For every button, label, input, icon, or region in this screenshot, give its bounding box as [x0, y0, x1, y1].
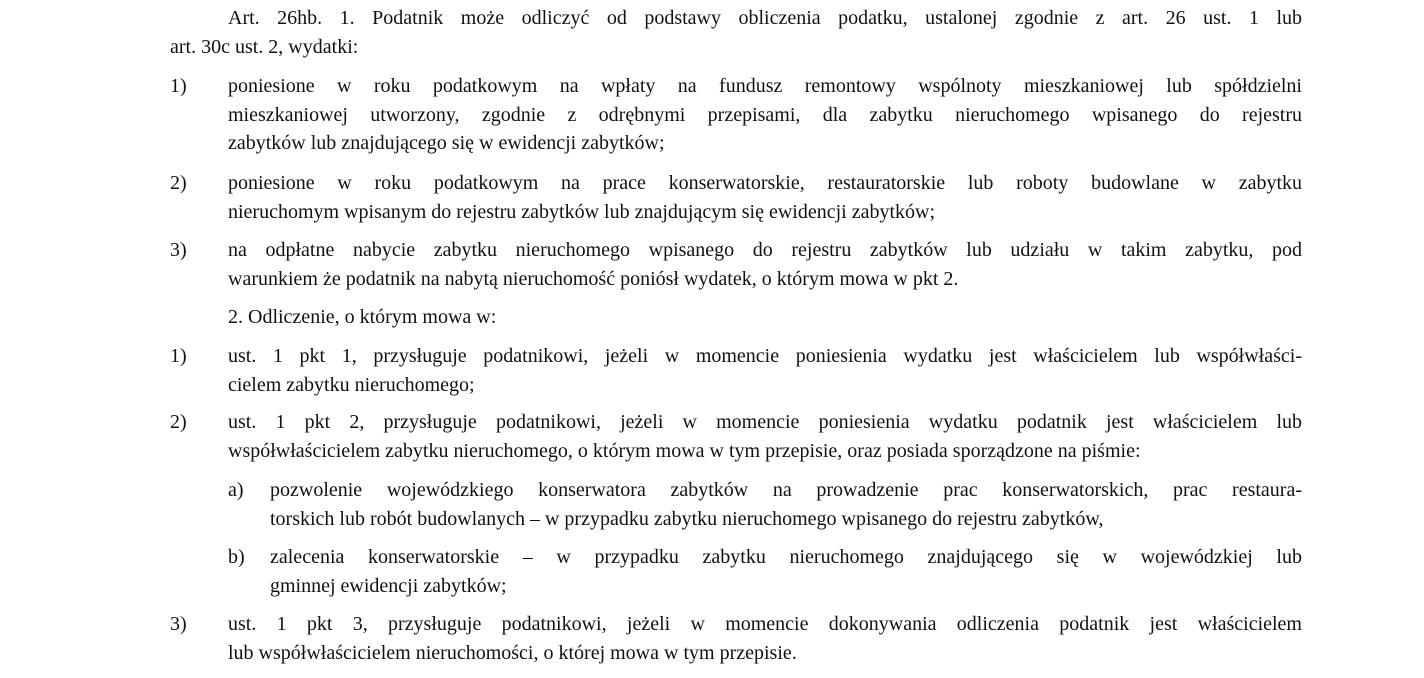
list-marker: 3)	[170, 613, 187, 635]
list-marker: 1)	[170, 345, 187, 367]
text-line: gminnej ewidencji zabytków;	[270, 574, 507, 597]
text-line: nieruchomym wpisanym do rejestru zabytków lub znajdującym się ewidencji zabytków;	[228, 200, 936, 223]
text-line: pozwolenie wojewódzkiego konserwatora zabytków na prowadzenie prac konserwatorskich, prac restaura-	[270, 479, 1302, 501]
text-line: art. 30c ust. 2, wydatki:	[170, 35, 359, 58]
text-line: ust. 1 pkt 3, przysługuje podatnikowi, jeżeli w momencie dokonywania odliczenia podatnik jest właścicielem	[228, 613, 1302, 635]
text-line: 2. Odliczenie, o którym mowa w:	[228, 306, 497, 328]
text-line: Art. 26hb. 1. Podatnik może odliczyć od podstawy obliczenia podatku, ustalonej zgodnie z art. 26 ust. 1 lub	[228, 7, 1302, 29]
list-marker: 2)	[170, 411, 187, 433]
list-marker: b)	[228, 546, 245, 568]
text-line: torskich lub robót budowlanych – w przypadku zabytku nieruchomego wpisanego do rejestru zabytków,	[270, 507, 1104, 530]
text-line: cielem zabytku nieruchomego;	[228, 373, 475, 396]
text-line: ust. 1 pkt 2, przysługuje podatnikowi, jeżeli w momencie poniesienia wydatku podatnik jest właścicielem lub	[228, 411, 1302, 433]
text-line: na odpłatne nabycie zabytku nieruchomego wpisanego do rejestru zabytków lub udziału w takim zabytku, pod	[228, 239, 1302, 261]
list-marker: 3)	[170, 239, 187, 261]
text-line: zalecenia konserwatorskie – w przypadku zabytku nieruchomego znajdującego się w wojewódzkiej lub	[270, 546, 1302, 568]
list-marker: 1)	[170, 75, 187, 97]
text-line: zabytków lub znajdującego się w ewidencji zabytków;	[228, 132, 665, 155]
text-line: poniesione w roku podatkowym na wpłaty na fundusz remontowy wspólnoty mieszkaniowej lub spółdzielni	[228, 75, 1302, 97]
text-line: współwłaścicielem zabytku nieruchomego, o którym mowa w tym przepisie, oraz posiada sporządzone na piśmie:	[228, 439, 1141, 462]
list-marker: 2)	[170, 172, 187, 194]
list-marker: a)	[228, 479, 244, 501]
text-line: ust. 1 pkt 1, przysługuje podatnikowi, jeżeli w momencie poniesienia wydatku jest właścicielem lub współwłaści-	[228, 345, 1302, 367]
text-line: mieszkaniowej utworzony, zgodnie z odrębnymi przepisami, dla zabytku nieruchomego wpisanego do rejestru	[228, 103, 1302, 126]
text-line: lub współwłaścicielem nieruchomości, o której mowa w tym przepisie.	[228, 641, 797, 664]
text-line: poniesione w roku podatkowym na prace konserwatorskie, restauratorskie lub roboty budowlane w zabytku	[228, 172, 1302, 194]
text-line: warunkiem że podatnik na nabytą nieruchomość poniósł wydatek, o którym mowa w pkt 2.	[228, 267, 959, 290]
